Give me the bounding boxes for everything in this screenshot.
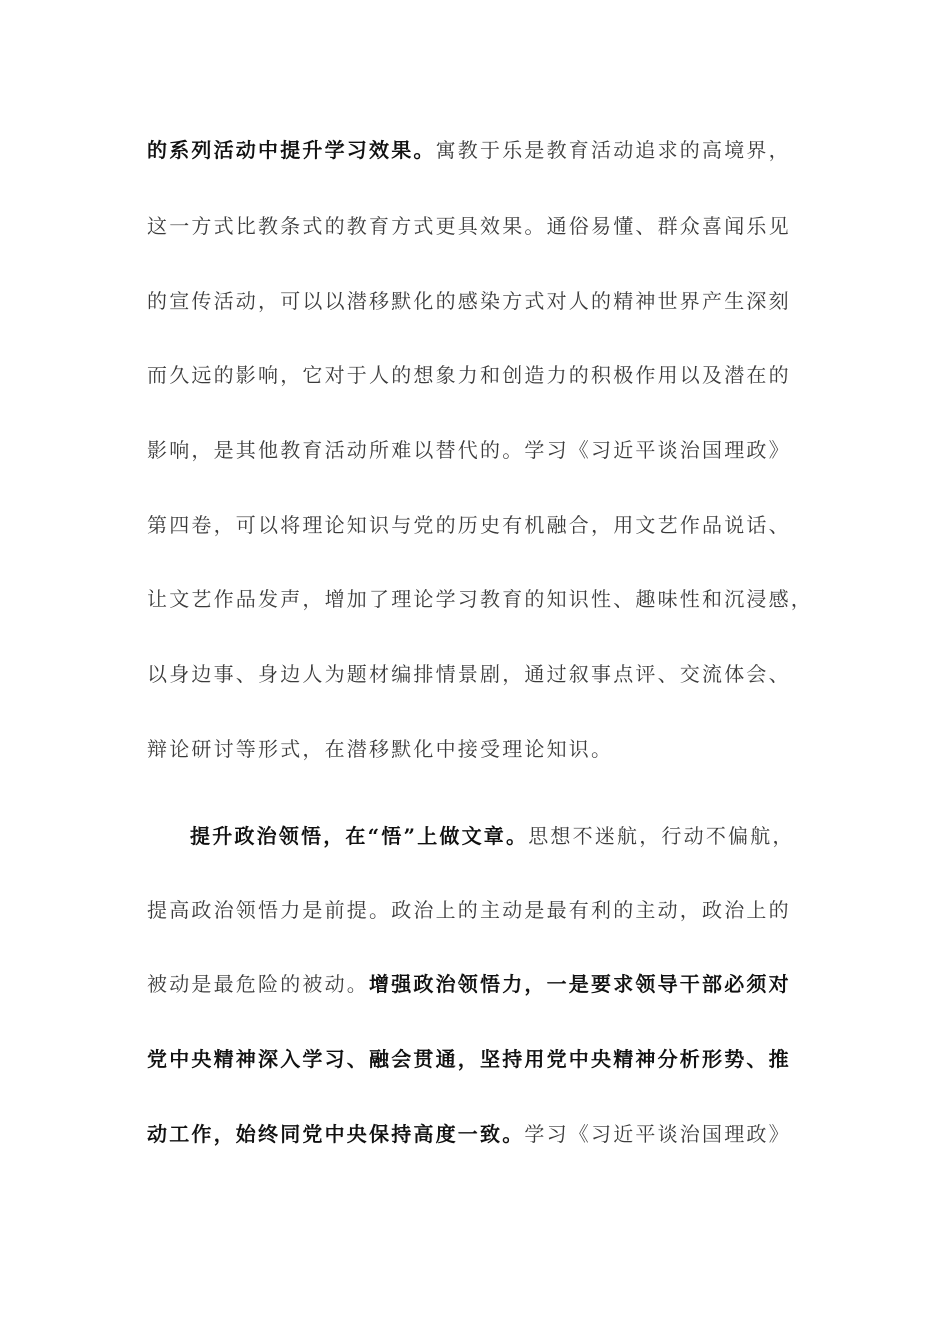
- regular-run: 第四卷，可以将理论知识与党的历史有机融合，用文艺作品说话、: [147, 513, 791, 537]
- regular-run: 被动是最危险的被动。: [147, 972, 369, 996]
- bold-run: 增强政治领悟力，一是要求领导干部必须对: [369, 972, 791, 996]
- paragraph-heading-line: [190, 818, 810, 854]
- bold-run: 提升政治领悟，在“悟”上做文章。: [190, 824, 529, 848]
- text-line-11: [147, 892, 807, 928]
- text-line-6: [147, 507, 807, 543]
- text-line-12: [147, 966, 807, 1002]
- regular-run: 以身边事、身边人为题材编排情景剧，通过叙事点评、交流体会、: [147, 662, 791, 686]
- bold-run: 的系列活动中提升学习效果。: [147, 138, 436, 162]
- regular-run: 寓教于乐是教育活动追求的高境界，: [435, 138, 791, 162]
- text-line-14: [147, 1116, 807, 1152]
- regular-run: 思想不迷航，行动不偏航，: [528, 824, 795, 848]
- regular-run: 影响，是其他教育活动所难以替代的。学习《习近平谈治国理政》: [147, 438, 791, 462]
- regular-run: 这一方式比教条式的教育方式更具效果。通俗易懂、群众喜闻乐见: [147, 214, 791, 238]
- text-line-9: [147, 731, 807, 767]
- regular-run: 而久远的影响，它对于人的想象力和创造力的积极作用以及潜在的: [147, 363, 791, 387]
- text-line-5: [147, 432, 807, 468]
- text-line-1: [147, 132, 807, 168]
- text-line-7: [147, 581, 813, 617]
- regular-run: 让文艺作品发声，增加了理论学习教育的知识性、趣味性和沉浸感，: [147, 587, 813, 611]
- text-line-4: [147, 357, 807, 393]
- text-line-13: [147, 1041, 807, 1077]
- bold-run: 党中央精神深入学习、融会贯通，坚持用党中央精神分析形势、推: [147, 1047, 791, 1071]
- text-line-3: [147, 283, 807, 319]
- regular-run: 提高政治领悟力是前提。政治上的主动是最有利的主动，政治上的: [147, 898, 791, 922]
- text-line-8: [147, 656, 807, 692]
- bold-run: 动工作，始终同党中央保持高度一致。: [147, 1122, 525, 1146]
- regular-run: 的宣传活动，可以以潜移默化的感染方式对人的精神世界产生深刻: [147, 289, 791, 313]
- regular-run: 学习《习近平谈治国理政》: [524, 1122, 791, 1146]
- text-line-2: [147, 208, 807, 244]
- regular-run: 辩论研讨等形式，在潜移默化中接受理论知识。: [147, 737, 614, 761]
